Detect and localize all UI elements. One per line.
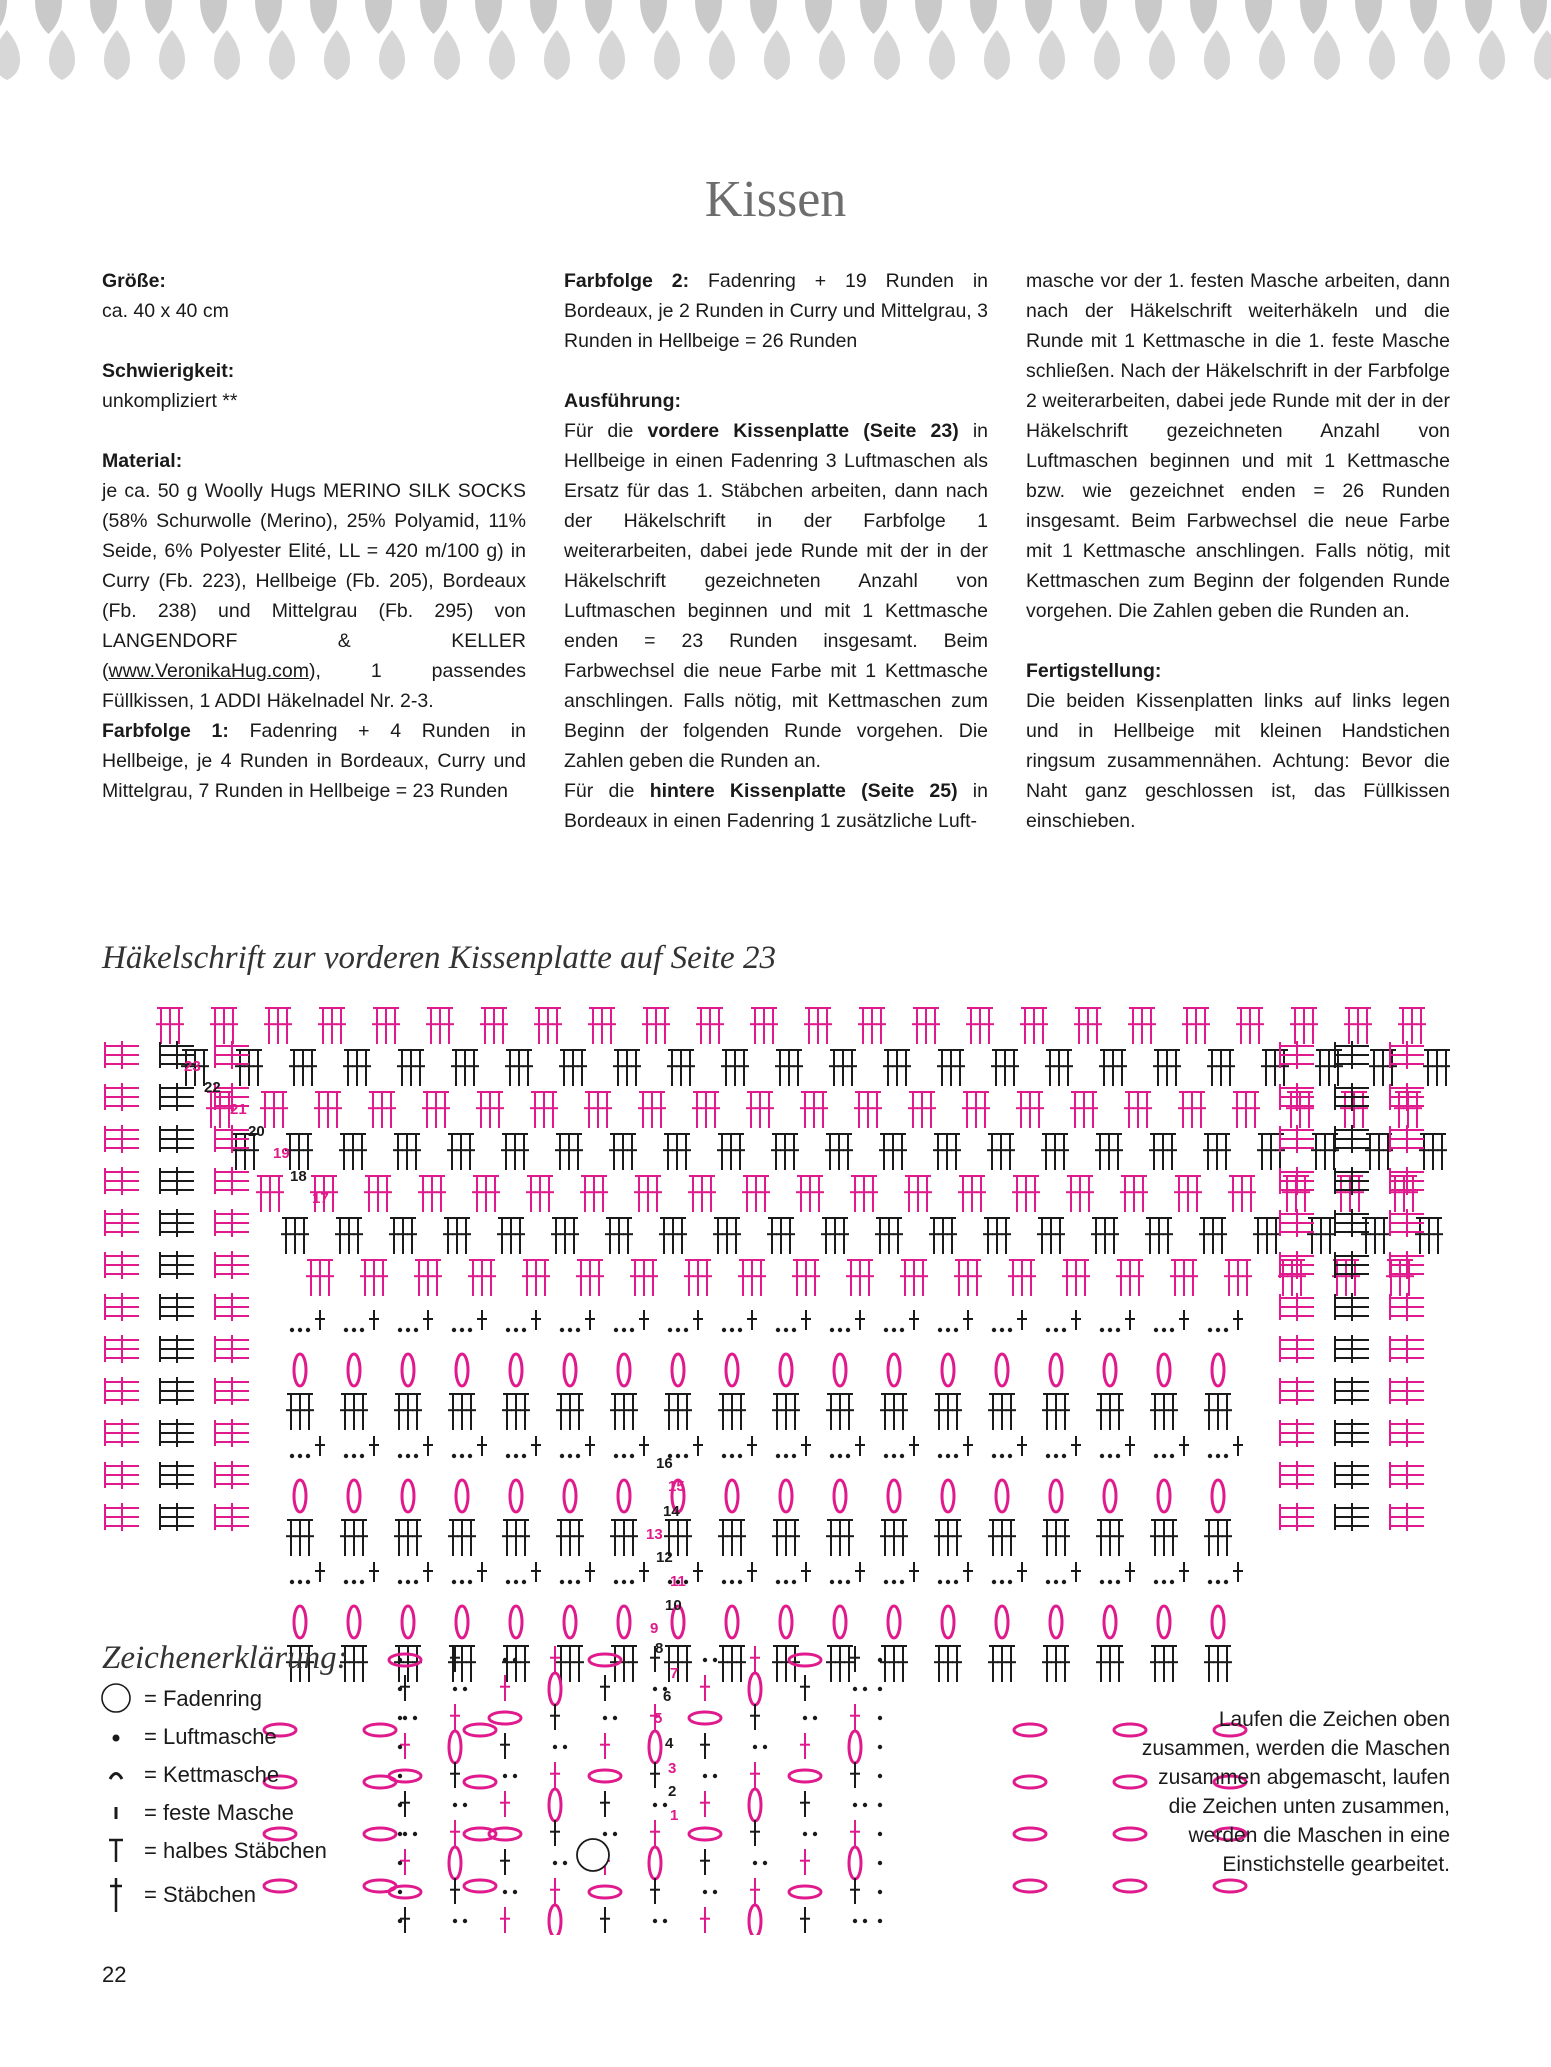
material-text-part: ), 1 passendes Füllkissen, 1 ADDI Häkelnadel Nr. 2-3.	[102, 660, 526, 712]
schwierigkeit-label: Schwierigkeit:	[102, 360, 235, 382]
legend-item-fadenring	[100, 1680, 420, 1716]
round-label: 14	[663, 1503, 680, 1520]
luftmasche-icon	[100, 1718, 136, 1754]
legend-item-staebchen	[100, 1876, 420, 1912]
farbfolge2-paragraph	[564, 266, 988, 356]
groesse-text: ca. 40 x 40 cm	[102, 300, 229, 322]
chart-note: Laufen die Zeichen oben zusammen, werden die Maschen zusammen abgemascht, laufen die Zeichen unten zusammen, werden die Maschen in eine Einstichstelle gearbeitet.	[1141, 1708, 1450, 1876]
legend-item-luftmasche	[100, 1718, 420, 1754]
text-column-2	[564, 266, 988, 836]
legend-label: = Fadenring	[144, 1686, 263, 1711]
round-label: 19	[273, 1145, 290, 1162]
ausfuehrung-paragraph-1	[564, 416, 988, 776]
material-label: Material:	[102, 450, 183, 472]
text-part: in Hellbeige in einen Fadenring 3 Luftmaschen als Ersatz für das 1. Stäbchen arbeiten, dann nach der Häkelschrift in der Farbfolge 1 weiterarbeiten, dabei jede Runde mit der in der Häkelschrift gezeichneten Anzahl von Luftmaschen beginnen und mit 1 Kettmasche enden = 23 Runden insgesamt. Beim Farbwechsel die neue Farbe mit 1 Kettmasche anschlingen. Falls nötig, mit Kettmaschen zum Beginn der folgenden Runde vorgehen. Die Zahlen geben die Runden an.	[564, 420, 988, 772]
farbfolge1-text: Fadenring + 4 Runden in Hellbeige, je 4 Runden in Bordeaux, Curry und Mittelgrau, 7 Runden in Hellbeige = 23 Runden	[102, 720, 526, 802]
material-text	[102, 476, 526, 716]
schwierigkeit-text: unkompliziert **	[102, 390, 238, 412]
text-part: Für die	[564, 420, 648, 442]
chart-title: Häkelschrift zur vorderen Kissenplatte auf Seite 23	[102, 940, 776, 976]
header-decoration	[0, 0, 1551, 90]
staebchen-icon	[100, 1876, 136, 1912]
round-label: 15	[668, 1478, 685, 1495]
legend-item-halbes-staebchen	[100, 1832, 420, 1868]
kettmasche-icon	[100, 1756, 136, 1792]
legend-title: Zeichenerklärung:	[102, 1640, 348, 1676]
round-label: 10	[665, 1597, 682, 1614]
round-label: 2	[668, 1783, 677, 1800]
vordere-kissenplatte-highlight: vordere Kissenplatte (Seite 23)	[647, 420, 959, 442]
legend-item-feste-masche	[100, 1794, 420, 1830]
ausfuehrung-paragraph-2-continued: masche vor der 1. festen Masche arbeiten, dann nach der Häkelschrift weiterhäkeln und die Runde mit 1 Kettmasche in die 1. feste Masche schließen. Nach der Häkelschrift in der Farbfolge 2 weiterarbeiten, dabei jede Runde mit der in der Häkelschrift gezeichneten Anzahl von Luftmaschen beginnen und mit 1 Kettmasche bzw. wie gezeichnet enden = 26 Runden insgesamt. Beim Farbwechsel die neue Farbe mit 1 Kettmasche anschlingen. Falls nötig, mit Kettmaschen zum Beginn der folgenden Runde vorgehen. Die Zahlen geben die Runden an.	[1026, 270, 1450, 622]
legend-label: = Kettmasche	[144, 1762, 280, 1787]
round-label: 18	[290, 1168, 307, 1185]
round-label: 6	[663, 1688, 672, 1705]
round-label: 8	[655, 1640, 664, 1657]
feste-masche-icon	[100, 1794, 136, 1830]
page-number: 22	[102, 1962, 127, 1987]
material-text-part: je ca. 50 g Woolly Hugs MERINO SILK SOCKS (58% Schurwolle (Merino), 25% Polyamid, 11% Seide, 6% Polyester Elité, LL = 420 m/100 g) in Curry (Fb. 223), Hellbeige (Fb. 205), Bordeaux (Fb. 238) und Mittelgrau (Fb. 295) von LANGENDORF & KELLER (	[102, 480, 526, 682]
ausfuehrung-paragraph-2	[564, 776, 988, 836]
ausfuehrung-label: Ausführung:	[564, 390, 681, 412]
farbfolge1-label: Farbfolge 1:	[102, 720, 229, 742]
fertigstellung-label: Fertigstellung:	[1026, 660, 1162, 682]
legend-label: = feste Masche	[144, 1800, 294, 1825]
round-label: 13	[646, 1526, 663, 1543]
text-column-1	[102, 266, 526, 806]
round-label: 20	[248, 1123, 265, 1140]
round-label: 22	[204, 1079, 221, 1096]
fadenring-icon	[100, 1680, 136, 1716]
round-label: 16	[656, 1455, 673, 1472]
round-label: 5	[654, 1710, 663, 1727]
hintere-kissenplatte-highlight: hintere Kissenplatte (Seite 25)	[649, 780, 958, 802]
fertigstellung-text: Die beiden Kissenplatten links auf links legen und in Hellbeige mit kleinen Handstichen ringsum zusammennähen. Achtung: Bevor die Naht ganz geschlossen ist, das Füllkissen einschieben.	[1026, 690, 1450, 832]
round-label: 1	[670, 1807, 679, 1824]
round-label: 17	[312, 1190, 329, 1207]
round-label: 3	[668, 1760, 677, 1777]
farbfolge2-label: Farbfolge 2:	[564, 270, 690, 292]
text-column-3	[1026, 266, 1450, 836]
farbfolge1-paragraph	[102, 716, 526, 806]
round-label: 23	[184, 1058, 201, 1075]
round-label: 4	[665, 1735, 674, 1752]
page-title: Kissen	[704, 171, 847, 228]
legend-label: = halbes Stäbchen	[144, 1838, 327, 1863]
halbes-staebchen-icon	[100, 1832, 136, 1868]
text-part: Für die	[564, 780, 650, 802]
round-label: 12	[656, 1549, 673, 1566]
farbfolge2-text: Fadenring + 19 Runden in Bordeaux, je 2 Runden in Curry und Mittelgrau, 3 Runden in Hellbeige = 26 Runden	[564, 270, 988, 352]
legend-label: = Luftmasche	[144, 1724, 277, 1749]
legend-label: = Stäbchen	[144, 1882, 256, 1907]
legend-item-kettmasche	[100, 1756, 420, 1792]
website-link[interactable]: www.VeronikaHug.com	[108, 660, 310, 682]
text-part: in Bordeaux in einen Fadenring 1 zusätzliche Luft-	[564, 780, 988, 832]
round-label: 11	[670, 1573, 686, 1590]
round-label: 9	[650, 1620, 659, 1637]
groesse-label: Größe:	[102, 270, 166, 292]
round-label: 7	[670, 1665, 679, 1682]
round-label: 21	[230, 1101, 247, 1118]
